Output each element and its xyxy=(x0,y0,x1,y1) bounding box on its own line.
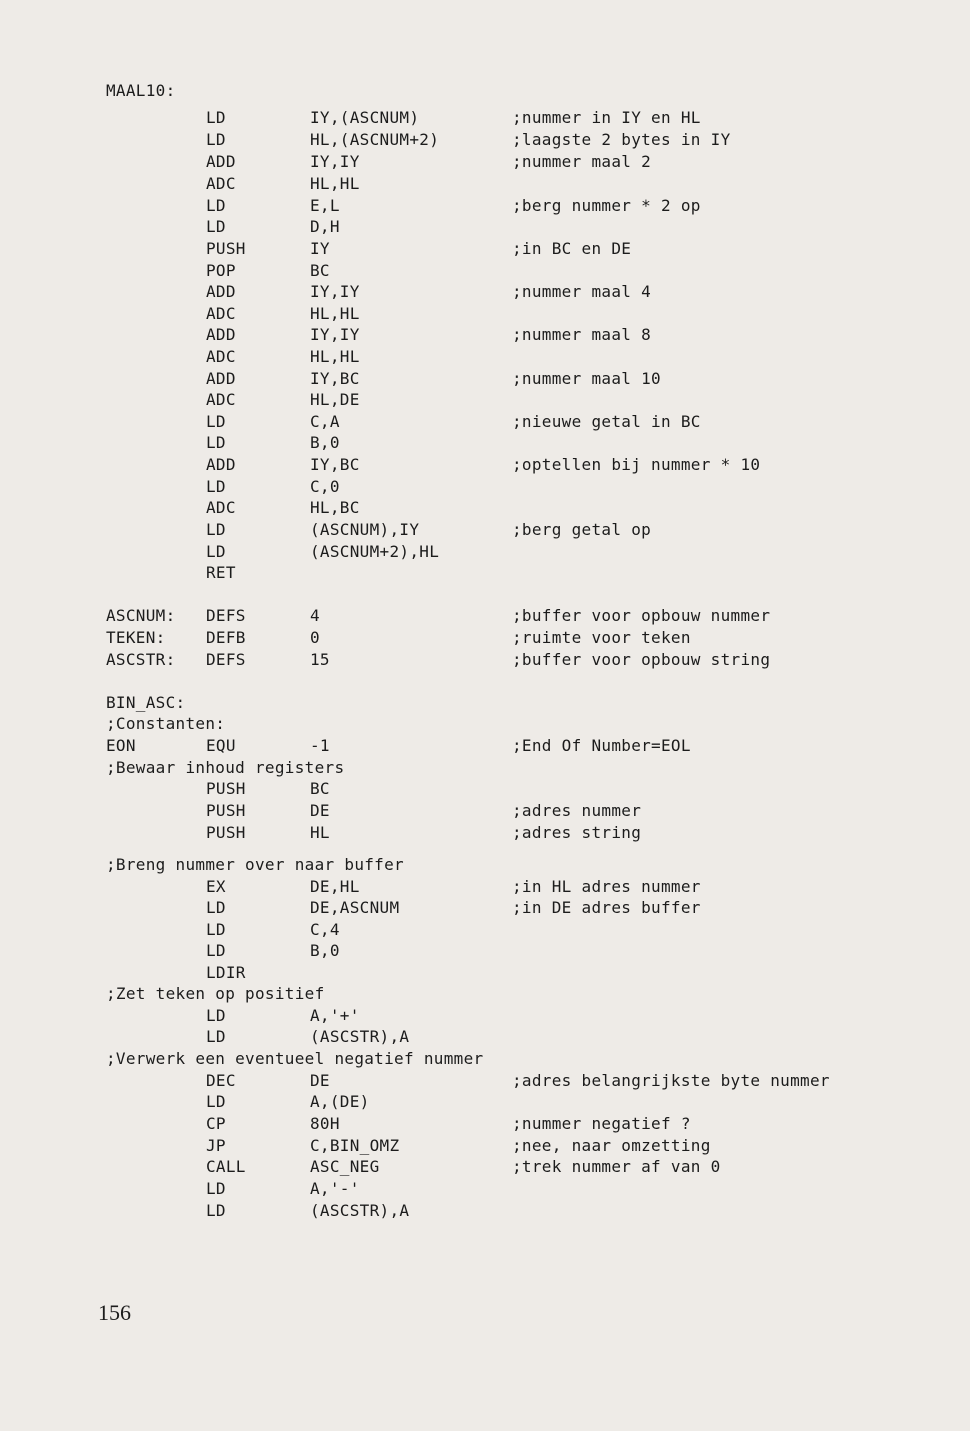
code-line xyxy=(0,476,970,498)
code-line xyxy=(0,1113,970,1135)
code-line xyxy=(0,346,970,368)
code-line xyxy=(0,919,970,941)
code-opcode: JP xyxy=(206,1136,226,1155)
code-operand: IY,IY xyxy=(310,152,360,171)
code-comment: ;nummer negatief ? xyxy=(512,1114,691,1133)
code-line xyxy=(0,1005,970,1027)
code-comment: ;End Of Number=EOL xyxy=(512,736,691,755)
code-operand: IY,(ASCNUM) xyxy=(310,108,420,127)
code-line xyxy=(0,1156,970,1178)
code-label: ASCNUM: xyxy=(106,606,176,625)
code-comment: ;nummer in IY en HL xyxy=(512,108,701,127)
code-comment: ;in DE adres buffer xyxy=(512,898,701,917)
code-comment: ;buffer voor opbouw string xyxy=(512,650,771,669)
code-operand: A,'+' xyxy=(310,1006,360,1025)
code-operand: IY xyxy=(310,239,330,258)
comment-line: ;Zet teken op positief xyxy=(106,984,325,1003)
code-comment: ;nummer maal 8 xyxy=(512,325,652,344)
code-line xyxy=(0,80,970,102)
code-label: MAAL10: xyxy=(106,81,176,100)
code-opcode: ADC xyxy=(206,304,236,323)
code-comment: ;nieuwe getal in BC xyxy=(512,412,701,431)
code-comment: ;nummer maal 4 xyxy=(512,282,652,301)
code-line xyxy=(0,519,970,541)
code-opcode: LD xyxy=(206,217,226,236)
code-opcode: LD xyxy=(206,1179,226,1198)
code-operand: 80H xyxy=(310,1114,340,1133)
code-line xyxy=(0,389,970,411)
code-opcode: LDIR xyxy=(206,963,246,982)
code-opcode: EQU xyxy=(206,736,236,755)
code-line xyxy=(0,897,970,919)
code-comment: ;berg nummer * 2 op xyxy=(512,196,701,215)
code-line xyxy=(0,627,970,649)
code-operand: IY,BC xyxy=(310,369,360,388)
code-line xyxy=(0,671,970,693)
code-opcode: ADC xyxy=(206,174,236,193)
code-line xyxy=(0,854,970,876)
code-opcode: LD xyxy=(206,1027,226,1046)
code-operand: HL,HL xyxy=(310,174,360,193)
comment-line: ;Constanten: xyxy=(106,714,226,733)
code-operand: HL,HL xyxy=(310,347,360,366)
code-line xyxy=(0,757,970,779)
code-operand: DE,HL xyxy=(310,877,360,896)
code-opcode: LD xyxy=(206,898,226,917)
code-opcode: DEFS xyxy=(206,606,246,625)
code-line xyxy=(0,1048,970,1070)
code-comment: ;trek nummer af van 0 xyxy=(512,1157,721,1176)
code-operand: (ASCSTR),A xyxy=(310,1027,410,1046)
code-operand: -1 xyxy=(310,736,330,755)
code-operand: (ASCNUM+2),HL xyxy=(310,542,440,561)
code-label: TEKEN: xyxy=(106,628,166,647)
code-opcode: LD xyxy=(206,1201,226,1220)
code-line xyxy=(0,649,970,671)
code-comment: ;nee, naar omzetting xyxy=(512,1136,711,1155)
code-operand: HL,DE xyxy=(310,390,360,409)
code-comment: ;nummer maal 10 xyxy=(512,369,661,388)
code-line xyxy=(0,151,970,173)
code-operand: C,BIN_OMZ xyxy=(310,1136,400,1155)
code-line xyxy=(0,962,970,984)
code-opcode: LD xyxy=(206,433,226,452)
code-line xyxy=(0,368,970,390)
code-comment: ;berg getal op xyxy=(512,520,652,539)
code-opcode: CALL xyxy=(206,1157,246,1176)
code-opcode: DEFS xyxy=(206,650,246,669)
code-operand: IY,BC xyxy=(310,455,360,474)
code-operand: BC xyxy=(310,261,330,280)
code-operand: BC xyxy=(310,779,330,798)
code-line xyxy=(0,562,970,584)
code-operand: A,'-' xyxy=(310,1179,360,1198)
code-line xyxy=(0,1091,970,1113)
code-line xyxy=(0,129,970,151)
code-line xyxy=(0,454,970,476)
comment-line: ;Breng nummer over naar buffer xyxy=(106,855,404,874)
page-number: 156 xyxy=(98,1300,131,1325)
code-line xyxy=(0,822,970,844)
code-line xyxy=(0,195,970,217)
code-comment: ;buffer voor opbouw nummer xyxy=(512,606,771,625)
code-opcode: LD xyxy=(206,941,226,960)
code-line xyxy=(0,497,970,519)
code-opcode: ADC xyxy=(206,390,236,409)
code-line xyxy=(0,940,970,962)
code-operand: 4 xyxy=(310,606,320,625)
code-comment: ;adres string xyxy=(512,823,642,842)
code-opcode: LD xyxy=(206,477,226,496)
code-opcode: LD xyxy=(206,920,226,939)
code-comment: ;laagste 2 bytes in IY xyxy=(512,130,731,149)
code-line xyxy=(0,876,970,898)
code-opcode: PUSH xyxy=(206,779,246,798)
code-label: EON xyxy=(106,736,136,755)
code-opcode: PUSH xyxy=(206,239,246,258)
code-operand: C,4 xyxy=(310,920,340,939)
code-opcode: LD xyxy=(206,196,226,215)
code-line xyxy=(0,303,970,325)
code-line xyxy=(0,411,970,433)
code-opcode: ADD xyxy=(206,369,236,388)
code-line xyxy=(0,281,970,303)
code-opcode: PUSH xyxy=(206,823,246,842)
comment-line: ;Bewaar inhoud registers xyxy=(106,758,345,777)
code-line xyxy=(0,778,970,800)
code-comment: ;ruimte voor teken xyxy=(512,628,691,647)
code-operand: (ASCSTR),A xyxy=(310,1201,410,1220)
code-line xyxy=(0,324,970,346)
code-opcode: POP xyxy=(206,261,236,280)
code-opcode: ADD xyxy=(206,152,236,171)
code-opcode: DEFB xyxy=(206,628,246,647)
code-operand: HL,HL xyxy=(310,304,360,323)
code-line xyxy=(0,800,970,822)
code-operand: HL,BC xyxy=(310,498,360,517)
code-comment: ;adres nummer xyxy=(512,801,642,820)
code-line xyxy=(0,432,970,454)
code-line xyxy=(0,238,970,260)
code-line xyxy=(0,260,970,282)
code-operand: ASC_NEG xyxy=(310,1157,380,1176)
code-comment: ;in HL adres nummer xyxy=(512,877,701,896)
code-opcode: LD xyxy=(206,1006,226,1025)
code-label: BIN_ASC: xyxy=(106,693,186,712)
code-comment: ;adres belangrijkste byte nummer xyxy=(512,1071,830,1090)
code-opcode: ADC xyxy=(206,498,236,517)
code-operand: DE xyxy=(310,801,330,820)
code-line xyxy=(0,107,970,129)
code-line xyxy=(0,735,970,757)
code-operand: C,0 xyxy=(310,477,340,496)
code-operand: A,(DE) xyxy=(310,1092,370,1111)
code-comment: ;in BC en DE xyxy=(512,239,632,258)
code-operand: D,H xyxy=(310,217,340,236)
code-opcode: LD xyxy=(206,520,226,539)
code-comment: ;nummer maal 2 xyxy=(512,152,652,171)
code-line xyxy=(0,1200,970,1222)
code-line xyxy=(0,983,970,1005)
code-opcode: EX xyxy=(206,877,226,896)
code-operand: HL xyxy=(310,823,330,842)
code-opcode: ADD xyxy=(206,455,236,474)
code-label: ASCSTR: xyxy=(106,650,176,669)
code-line xyxy=(0,713,970,735)
code-opcode: LD xyxy=(206,412,226,431)
code-line xyxy=(0,692,970,714)
code-operand: IY,IY xyxy=(310,282,360,301)
code-operand: (ASCNUM),IY xyxy=(310,520,420,539)
code-opcode: RET xyxy=(206,563,236,582)
code-operand: C,A xyxy=(310,412,340,431)
code-opcode: CP xyxy=(206,1114,226,1133)
code-opcode: ADD xyxy=(206,325,236,344)
code-operand: E,L xyxy=(310,196,340,215)
comment-line: ;Verwerk een eventueel negatief nummer xyxy=(106,1049,484,1068)
code-operand: IY,IY xyxy=(310,325,360,344)
code-line xyxy=(0,216,970,238)
code-line xyxy=(0,584,970,606)
code-line xyxy=(0,1026,970,1048)
code-operand: 15 xyxy=(310,650,330,669)
code-opcode: ADD xyxy=(206,282,236,301)
code-operand: B,0 xyxy=(310,433,340,452)
code-line xyxy=(0,1135,970,1157)
code-opcode: LD xyxy=(206,1092,226,1111)
code-operand: 0 xyxy=(310,628,320,647)
code-operand: DE,ASCNUM xyxy=(310,898,400,917)
code-opcode: LD xyxy=(206,108,226,127)
code-opcode: PUSH xyxy=(206,801,246,820)
code-opcode: ADC xyxy=(206,347,236,366)
code-line xyxy=(0,1178,970,1200)
code-comment: ;optellen bij nummer * 10 xyxy=(512,455,761,474)
code-opcode: LD xyxy=(206,130,226,149)
code-line xyxy=(0,605,970,627)
code-opcode: DEC xyxy=(206,1071,236,1090)
code-operand: DE xyxy=(310,1071,330,1090)
code-line xyxy=(0,541,970,563)
code-opcode: LD xyxy=(206,542,226,561)
code-line xyxy=(0,173,970,195)
code-operand: HL,(ASCNUM+2) xyxy=(310,130,440,149)
code-operand: B,0 xyxy=(310,941,340,960)
code-line xyxy=(0,1070,970,1092)
